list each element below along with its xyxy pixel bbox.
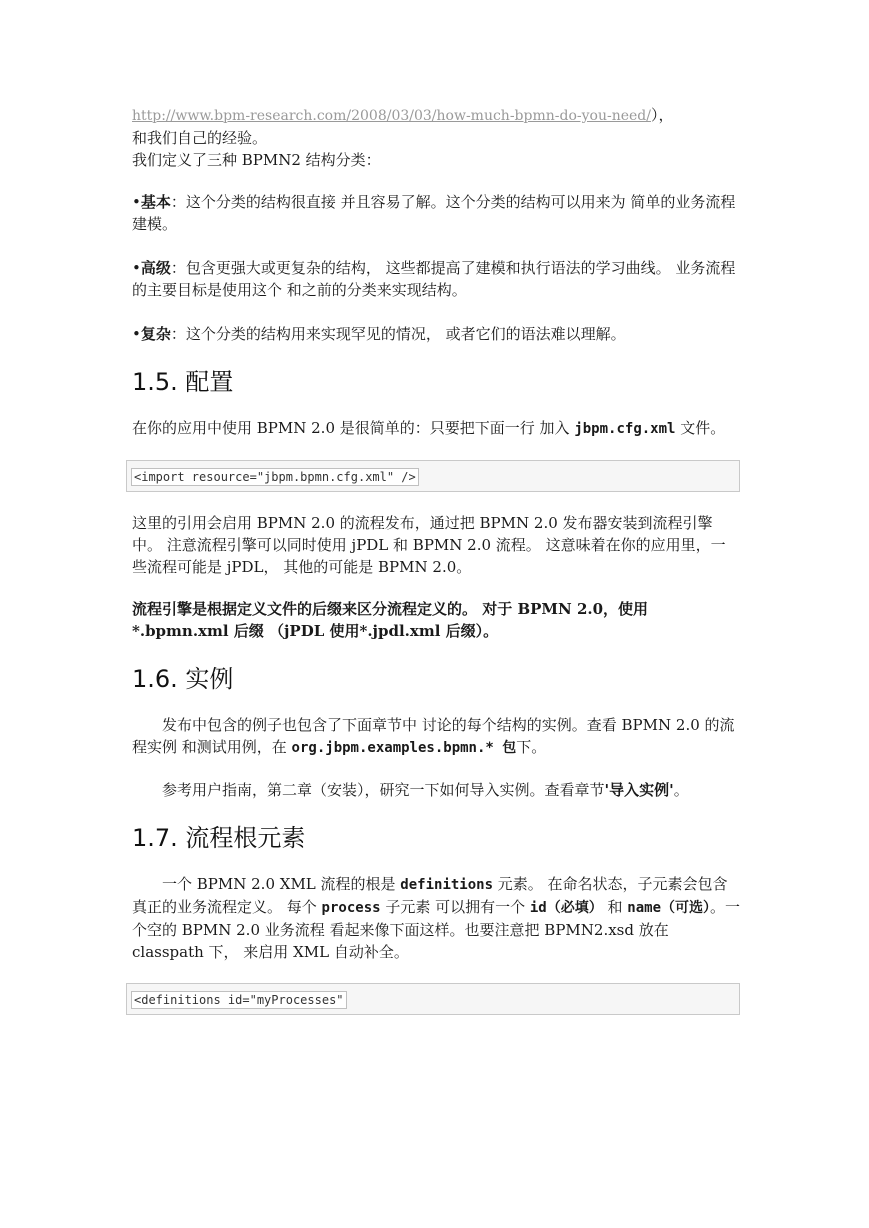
text: 在你的应用中使用 BPMN 2.0 是很简单的：只要把下面一行 加入 bbox=[132, 419, 575, 437]
inline-code: org.jbpm.examples.bpmn.* 包 bbox=[291, 740, 517, 756]
inline-code: id（必填） bbox=[529, 900, 603, 916]
link-suffix: ）， bbox=[650, 106, 674, 124]
bullet-basic bbox=[132, 191, 740, 235]
section-heading-1-6: 1.6. 实例 bbox=[132, 665, 234, 693]
sec15-paragraph-3: 流程引擎是根据定义文件的后缀来区分流程定义的。 对于 BPMN 2.0，使用 *.bpmn.xml 后缀 （jPDL 使用*.jpdl.xml 后缀）。 bbox=[132, 600, 649, 640]
bullet-text: ：这个分类的结构用来实现罕见的情况， 或者它们的语法难以理解。 bbox=[170, 325, 626, 343]
sec15-paragraph-2: 这里的引用会启用 BPMN 2.0 的流程发布，通过把 BPMN 2.0 发布器安装到流程引擎中。 注意流程引擎可以同时使用 jPDL 和 BPMN 2.0 流程。 这意味着在你的应用里，一些流程可能是 jPDL， 其他的可能是 BPMN 2.0。 bbox=[132, 514, 726, 576]
document-page bbox=[132, 104, 740, 1015]
sec16-paragraph-2 bbox=[132, 779, 740, 801]
section-heading-1-7: 1.7. 流程根元素 bbox=[132, 824, 306, 852]
code-block-import bbox=[126, 460, 740, 492]
text: 和 bbox=[602, 898, 628, 916]
reference-link[interactable]: http://www.bpm-research.com/2008/03/03/how-much-bpmn-do-you-need/ bbox=[132, 108, 651, 124]
section-heading-1-5: 1.5. 配置 bbox=[132, 368, 234, 396]
text: 发布中包含的例子也包含了下面章节中 讨论的每个结构的实例。查看 BPMN 2.0 的流程实例 和测试用例，在 bbox=[132, 716, 735, 756]
text: 一个 BPMN 2.0 XML 流程的根是 bbox=[162, 875, 401, 893]
sec17-paragraph-1 bbox=[132, 873, 740, 963]
inline-code: definitions bbox=[400, 877, 494, 893]
bullet-term: 基本 bbox=[140, 193, 171, 211]
text: 子元素 可以拥有一个 bbox=[380, 898, 530, 916]
bullet-marker: • bbox=[132, 259, 141, 277]
bullet-text: ：包含更强大或更复杂的结构， 这些都提高了建模和执行语法的学习曲线。 业务流程的主要目标是使用这个 和之前的分类来实现结构。 bbox=[132, 259, 736, 299]
bullet-advanced bbox=[132, 257, 740, 301]
inline-code: process bbox=[321, 900, 381, 916]
intro-paragraph bbox=[132, 104, 740, 171]
code-block-definitions bbox=[126, 983, 740, 1015]
text: 参考用户指南，第二章（安装），研究一下如何导入实例。查看章节 bbox=[162, 781, 605, 799]
inline-code: jbpm.cfg.xml bbox=[574, 421, 676, 437]
intro-line-2: 和我们自己的经验。 bbox=[132, 129, 268, 147]
code-text: <import resource="jbpm.bpmn.cfg.xml" /> bbox=[131, 468, 419, 486]
bullet-term: 复杂 bbox=[140, 325, 171, 343]
sec16-paragraph-1 bbox=[132, 714, 740, 759]
text: 。 bbox=[673, 781, 689, 799]
bullet-complex bbox=[132, 323, 740, 345]
bullet-text: ：这个分类的结构很直接 并且容易了解。这个分类的结构可以用来为 简单的业务流程建模。 bbox=[132, 193, 736, 233]
bold-reference: '导入实例' bbox=[604, 781, 674, 799]
text: 元素。 在命名状态，子元素会包含真正的业务流程定义。 每个 bbox=[132, 875, 728, 916]
intro-line-3: 我们定义了三种 BPMN2 结构分类： bbox=[132, 151, 381, 169]
bullet-term: 高级 bbox=[140, 259, 171, 277]
bullet-marker: • bbox=[132, 193, 141, 211]
code-text: <definitions id="myProcesses" bbox=[131, 991, 347, 1009]
inline-code: name（可选） bbox=[627, 900, 710, 916]
bullet-marker: • bbox=[132, 325, 141, 343]
sec15-paragraph-1 bbox=[132, 417, 740, 440]
text: 文件。 bbox=[675, 419, 726, 437]
text: 下。 bbox=[516, 738, 547, 756]
text: 。一个空的 BPMN 2.0 业务流程 看起来像下面这样。也要注意把 BPMN2.xsd 放在 classpath 下， 来启用 XML 自动补全。 bbox=[132, 898, 741, 961]
